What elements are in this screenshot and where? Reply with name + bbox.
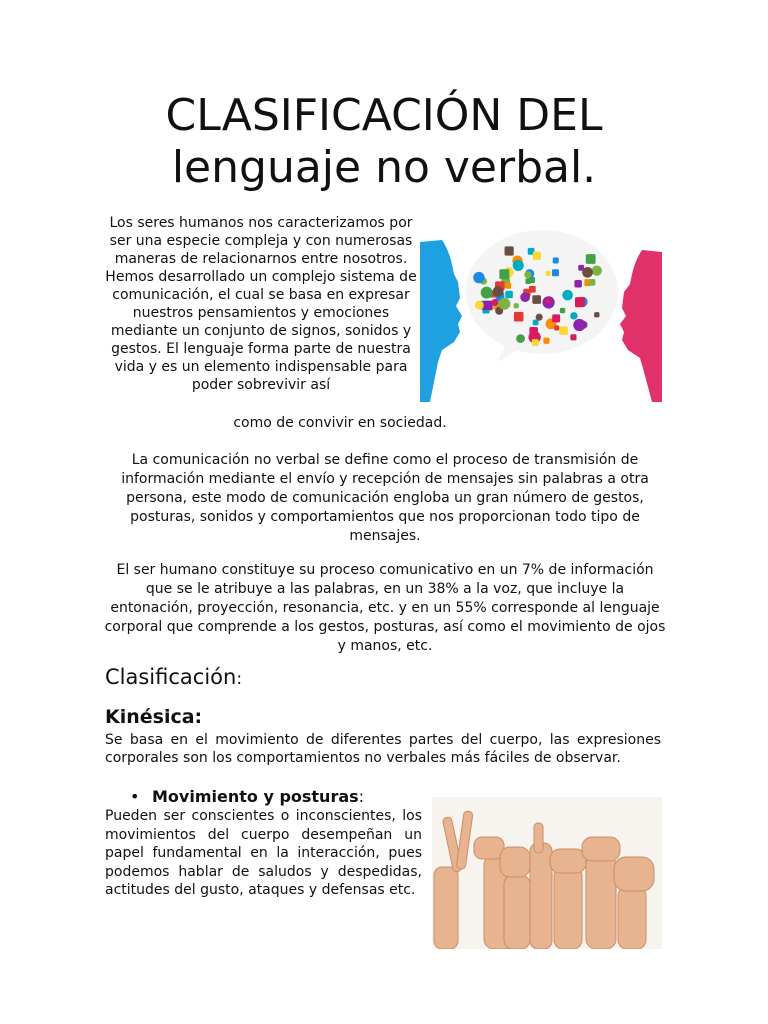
section-heading [105,664,242,692]
bubble-icon [533,320,539,326]
movimiento-label-suffix: : [358,787,365,806]
bubble-icon [516,334,525,343]
paragraph-definition: La comunicación no verbal se define como el proceso de transmisión de información mediante el envío y recepción de mensajes sin palabras a otra persona, este modo de comunicación engloba un gran número de gestos, posturas, sonidos y comportamientos que nos proporcionan todo tipo de mensajes. [121,452,649,544]
bubble-icon [524,271,531,278]
movimiento-paragraph: Pueden ser conscientes o inconscientes, los movimientos del cuerpo desempeñan un papel fundamental en la interacción, pues podemos hablar de saludos y despedidas, actitudes del gusto, ataques y defensas etc. [105,808,422,898]
kinesica-paragraph: Se basa en el movimiento de diferentes partes del cuerpo, las expresiones corporales son los comportamientos no verbales más fáciles de observar. [105,732,661,766]
kinesica-heading: Kinésica: [105,706,203,728]
right-head-silhouette [620,250,662,402]
bullet-icon: • [130,787,140,806]
left-head-silhouette [420,240,462,402]
bubble-icon [493,286,504,297]
section-heading-suffix: : [236,669,243,689]
bubble-icon [532,339,539,346]
bubble-icon [498,298,510,310]
bubble-icon [529,327,538,336]
page-title [0,90,768,194]
bubble-icon [592,265,602,275]
hands-gestures-image [432,797,662,949]
bubble-icon [532,295,541,304]
bubble-icon [505,283,511,289]
bubble-icon [505,246,514,255]
bubble-icon [570,334,576,340]
bubble-icon [514,312,524,322]
intro-paragraph: Los seres humanos nos caracterizamos por ser una especie compleja y con numerosas maneras de relacionarnos entre nosotros. Hemos desarrollado un complejo sistema de comunicación, el cual se basa en expresar nuestros pensamientos y emociones mediante un conjunto de signos, sonidos y gestos. El lenguaje forma parte de nuestra vida y es un elemento indispensable para poder sobrevivir así [105,215,417,393]
bubble-icon [513,260,524,271]
bubble-icon [483,301,493,311]
bubble-icon [594,312,599,317]
bubble-icon [520,292,530,302]
bubble-icon [586,254,596,264]
bubble-icon [473,272,484,283]
section-heading-text: Clasificación [105,665,237,689]
title-line-2: lenguaje no verbal. [171,142,597,193]
bubble-icon [514,303,519,308]
title-line-1: CLASIFICACIÓN DEL [165,90,603,141]
bubble-icon [573,319,585,331]
movimiento-bullet [130,787,364,807]
bubble-icon [570,312,577,319]
movimiento-label: Movimiento y posturas [152,787,359,806]
bubble-icon [533,252,541,260]
bubble-icon [589,279,596,286]
bubble-icon [560,308,565,313]
intro-last-line: como de convivir en sociedad. [233,415,447,431]
bubble-icon [575,297,585,307]
bubble-icon [543,338,549,344]
bubble-icon [582,267,593,278]
bubble-icon [562,290,573,301]
bubble-icon [546,271,551,276]
bubble-icon [505,291,513,299]
bubble-icon [553,257,559,263]
bubble-icon [546,298,551,303]
bubble-icon [552,269,559,276]
speech-bubble-icons [466,230,618,362]
bubble-icon [499,269,509,279]
paragraph-percentages: El ser humano constituye su proceso comunicativo en un 7% de información que se le atribuye a las palabras, en un 38% a la voz, que incluye la entonación, proyección, resonancia, etc. y en un 55% corresponde al lenguaje corporal que comprende a los gestos, posturas, así como el movimiento de ojos y manos, etc. [104,562,666,654]
bubble-icon [491,299,498,306]
bubble-icon [525,278,531,284]
bubble-icon [481,287,493,299]
communication-heads-image [420,212,662,402]
bubble-icon [554,325,559,330]
bubble-icon [559,326,568,335]
bubble-icon [574,280,581,287]
bubble-icon [475,301,484,310]
bubble-icon [552,314,560,322]
